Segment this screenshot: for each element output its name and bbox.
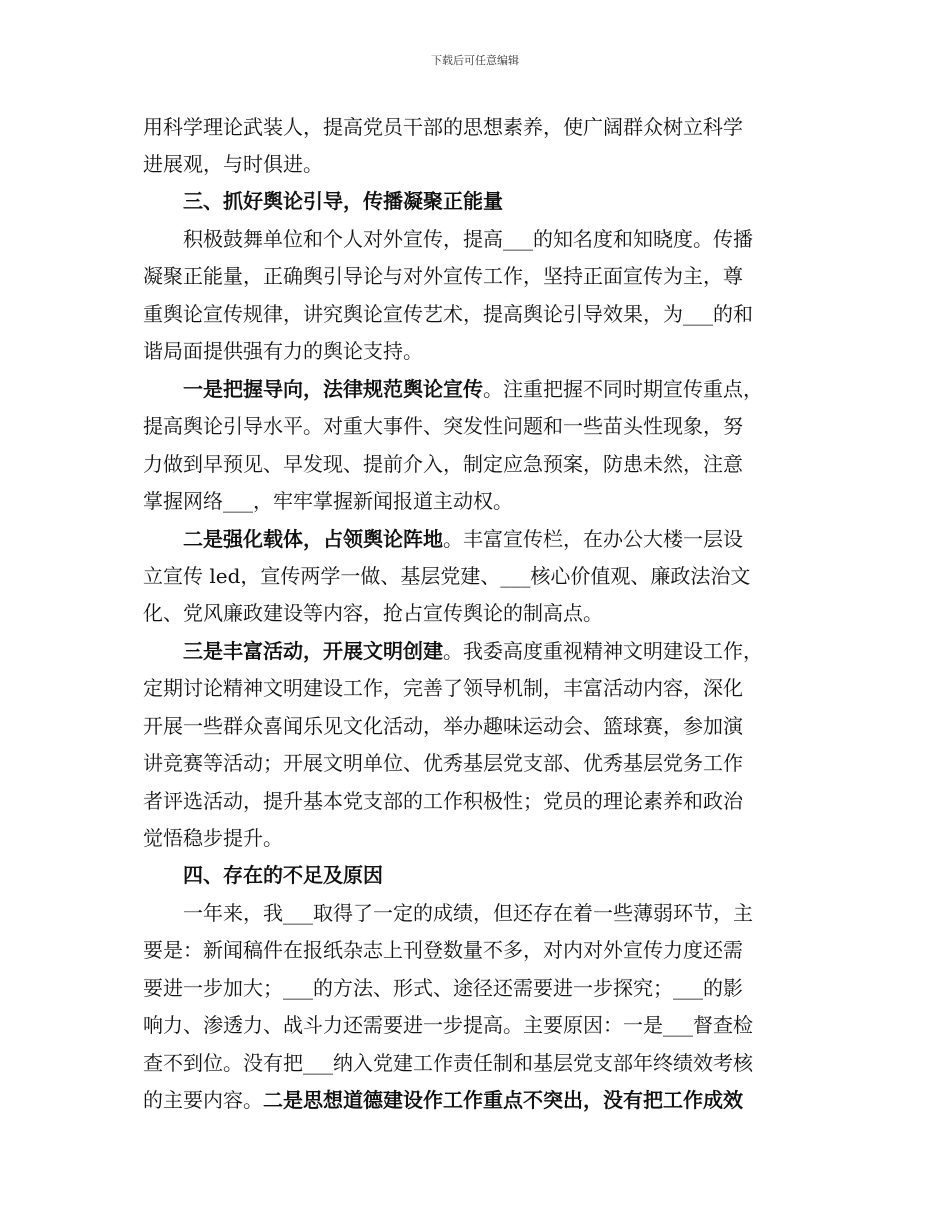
text-line bbox=[143, 450, 743, 478]
text-line bbox=[143, 974, 743, 1002]
text-line bbox=[143, 674, 743, 702]
body-text: 立宣传 led，宣传两学一做、基层党建、___核心价值观、廉政法治文 bbox=[143, 564, 751, 588]
text-line bbox=[143, 412, 743, 440]
body-text: 要进一步加大；___的方法、形式、途径还需要进一步探究；___的影 bbox=[143, 976, 743, 1000]
text-line bbox=[143, 300, 753, 328]
text-line bbox=[143, 375, 763, 403]
body-text: 者评选活动，提升基本党支部的工作积极性；党员的理论素养和政治 bbox=[143, 789, 743, 813]
text-line bbox=[143, 599, 603, 627]
body-text: 积极鼓舞单位和个人对外宣传，提高___的知名度和知晓度。传播 bbox=[143, 227, 753, 251]
text-line bbox=[143, 113, 743, 141]
body-text: 掌握网络___，牢牢掌握新闻报道主动权。 bbox=[143, 489, 513, 513]
body-text: 查不到位。没有把___纳入党建工作责任制和基层党支部年终绩效考核 bbox=[143, 1051, 753, 1075]
body-text: 觉悟稳步提升。 bbox=[143, 826, 283, 850]
bold-text: 一是把握导向，法律规范舆论宣传 bbox=[143, 377, 483, 401]
text-line bbox=[143, 337, 423, 365]
text-line bbox=[143, 936, 743, 964]
text-line bbox=[143, 637, 763, 665]
page-header: 下载后可任意编辑 bbox=[431, 54, 519, 67]
body-text: 要是：新闻稿件在报纸杂志上刊登数量不多，对内对外宣传力度还需 bbox=[143, 938, 743, 962]
body-text: 提高舆论引导水平。对重大事件、突发性问题和一些苗头性现象，努 bbox=[143, 414, 743, 438]
body-text: 。注重把握不同时期宣传重点， bbox=[483, 377, 763, 401]
body-text: 。我委高度重视精神文明建设工作， bbox=[443, 639, 763, 663]
body-text: 化、党风廉政建设等内容，抢占宣传舆论的制高点。 bbox=[143, 601, 603, 625]
text-line bbox=[143, 487, 513, 515]
text-line bbox=[143, 262, 743, 290]
body-text: 的主要内容。 bbox=[143, 1088, 263, 1112]
text-line bbox=[143, 712, 743, 740]
text-line bbox=[143, 150, 323, 178]
body-text: 谐局面提供强有力的舆论支持。 bbox=[143, 339, 423, 363]
bold-text: 三、抓好舆论引导，传播凝聚正能量 bbox=[143, 189, 503, 213]
body-text: 力做到早预见、早发现、提前介入，制定应急预案，防患未然，注意 bbox=[143, 452, 743, 476]
text-line bbox=[143, 225, 753, 253]
body-text: 。丰富宣传栏，在办公大楼一层设 bbox=[443, 527, 743, 551]
body-text: 一年来，我___取得了一定的成绩，但还存在着一些薄弱环节，主 bbox=[143, 901, 753, 925]
bold-text: 三是丰富活动，开展文明创建 bbox=[143, 639, 443, 663]
body-text: 凝聚正能量，正确舆引导论与对外宣传工作，坚持正面宣传为主，尊 bbox=[143, 264, 743, 288]
text-line bbox=[143, 861, 383, 889]
body-text: 响力、渗透力、战斗力还需要进一步提高。主要原因：一是___督查检 bbox=[143, 1013, 753, 1037]
text-line bbox=[143, 787, 743, 815]
text-line bbox=[143, 562, 750, 590]
body-text: 进展观，与时俱进。 bbox=[143, 152, 323, 176]
text-line bbox=[143, 749, 743, 777]
bold-text: 二是强化载体，占领舆论阵地 bbox=[143, 527, 443, 551]
body-text: 开展一些群众喜闻乐见文化活动，举办趣味运动会、篮球赛，参加演 bbox=[143, 714, 743, 738]
body-text: 重舆论宣传规律，讲究舆论宣传艺术，提高舆论引导效果，为___的和 bbox=[143, 302, 753, 326]
text-line bbox=[143, 824, 283, 852]
body-text: 用科学理论武装人，提高党员干部的思想素养，使广阔群众树立科学 bbox=[143, 115, 743, 139]
body-text: 讲竞赛等活动；开展文明单位、优秀基层党支部、优秀基层党务工作 bbox=[143, 751, 743, 775]
text-line bbox=[143, 1049, 753, 1077]
text-line bbox=[143, 899, 753, 927]
text-line bbox=[143, 1011, 753, 1039]
text-line bbox=[143, 525, 743, 553]
body-text: 定期讨论精神文明建设工作，完善了领导机制，丰富活动内容，深化 bbox=[143, 676, 743, 700]
bold-text: 四、存在的不足及原因 bbox=[143, 863, 383, 887]
text-line bbox=[143, 187, 503, 215]
text-line bbox=[143, 1086, 743, 1114]
bold-text: 二是思想道德建设作工作重点不突出，没有把工作成效 bbox=[263, 1088, 743, 1112]
